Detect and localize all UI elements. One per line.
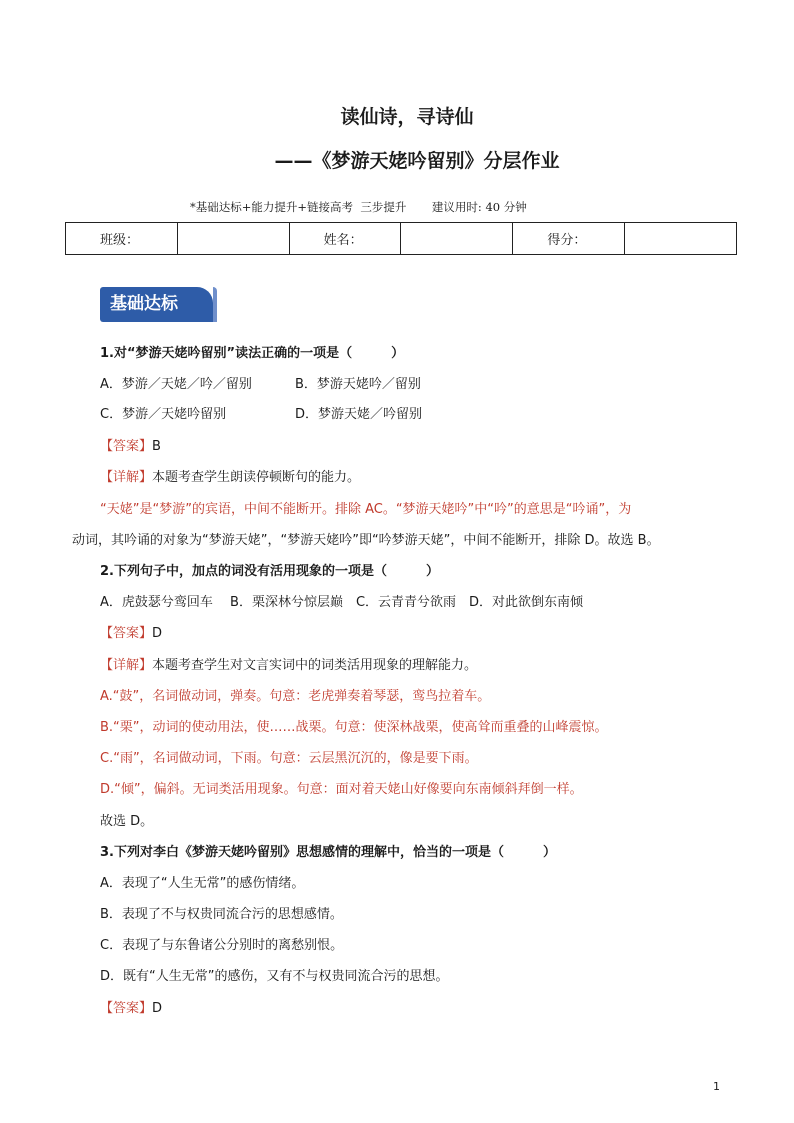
q3-option-d: D．既有“人生无常”的感伤，又有不与权贵同流合污的思想。 [100,969,449,984]
q1-explain-line1: “天姥”是“梦游”的宾语，中间不能断开。排除 AC。“梦游天姥吟”中“吟”的意思是“吟诵”，为 [100,502,632,517]
page-number: 1 [713,1080,720,1093]
q3-option-c: C．表现了与东鲁诸公分别时的离愁别恨。 [100,938,344,953]
assignment-meta: *基础达标+能力提升+链接高考 三步提升 建议用时: 40 分钟 [190,200,527,214]
name-label: 姓名： [289,223,401,255]
detail-text: 本题考查学生朗读停顿断句的能力。 [152,470,361,485]
q2-explain-c: C.“雨”，名词做动词，下雨。句意：云层黑沉沉的，像是要下雨。 [100,751,478,766]
score-label: 得分： [513,223,625,255]
q1-options-row1 [100,373,421,392]
q2-conclusion: 故选 D。 [100,814,154,829]
q2-detail [100,654,477,673]
q1-option-d: D．梦游天姥／吟留别 [295,407,423,422]
detail-tag: 【详解】 [100,658,153,673]
q2-options: A．虎鼓瑟兮鸾回车 B．栗深林兮惊层巅 C．云青青兮欲雨 D．对此欲倒东南倾 [100,595,584,610]
q1-answer [100,435,161,454]
score-field[interactable] [625,223,737,255]
answer-value: D [152,1001,163,1016]
q1-explain-line2: 动词，其吟诵的对象为“梦游天姥”，“梦游天姥吟”即“吟梦游天姥”，中间不能断开，排除 D。故选 B。 [72,533,660,548]
answer-tag: 【答案】 [100,439,153,454]
q2-explain-d: D.“倾”，偏斜。无词类活用现象。句意：面对着天姥山好像要向东南倾斜拜倒一样。 [100,782,583,797]
q2-answer [100,622,162,641]
q2-explain-a: A.“鼓”，名词做动词，弹奏。句意：老虎弹奏着琴瑟，鸾鸟拉着车。 [100,689,491,704]
q2-stem: 2.下列句子中，加点的词没有活用现象的一项是（ ） [100,564,439,579]
answer-value: D [152,626,163,641]
answer-tag: 【答案】 [100,1001,153,1016]
detail-text: 本题考查学生对文言实词中的词类活用现象的理解能力。 [152,658,478,673]
section-badge: 基础达标 [100,287,213,322]
q1-options-row2 [100,403,422,422]
q3-option-a: A．表现了“人生无常”的感伤情绪。 [100,876,305,891]
document-subtitle: ——《梦游天姥吟留别》分层作业 [274,150,560,172]
q1-option-c: C．梦游／天姥吟留别 [100,407,227,422]
q1-stem: 1.对“梦游天姥吟留别”读法正确的一项是（ ） [100,346,405,361]
q2-explain-b: B.“栗”，动词的使动用法，使……战栗。句意：使深林战栗，使高耸而重叠的山峰震惊。 [100,720,608,735]
class-label: 班级： [66,223,178,255]
q1-detail [100,466,360,485]
q3-option-b: B．表现了不与权贵同流合污的思想感情。 [100,907,343,922]
q1-option-a: A．梦游／天姥／吟／留别 [100,377,252,392]
answer-tag: 【答案】 [100,626,153,641]
name-field[interactable] [401,223,513,255]
detail-tag: 【详解】 [100,470,153,485]
document-title: 读仙诗，寻诗仙 [340,106,474,128]
q1-option-b: B．梦游天姥吟／留别 [295,377,421,392]
class-field[interactable] [177,223,289,255]
answer-value: B [152,439,161,454]
q3-stem: 3.下列对李白《梦游天姥吟留别》思想感情的理解中，恰当的一项是（ ） [100,845,556,860]
q3-answer [100,997,162,1016]
student-info-table [65,222,737,255]
